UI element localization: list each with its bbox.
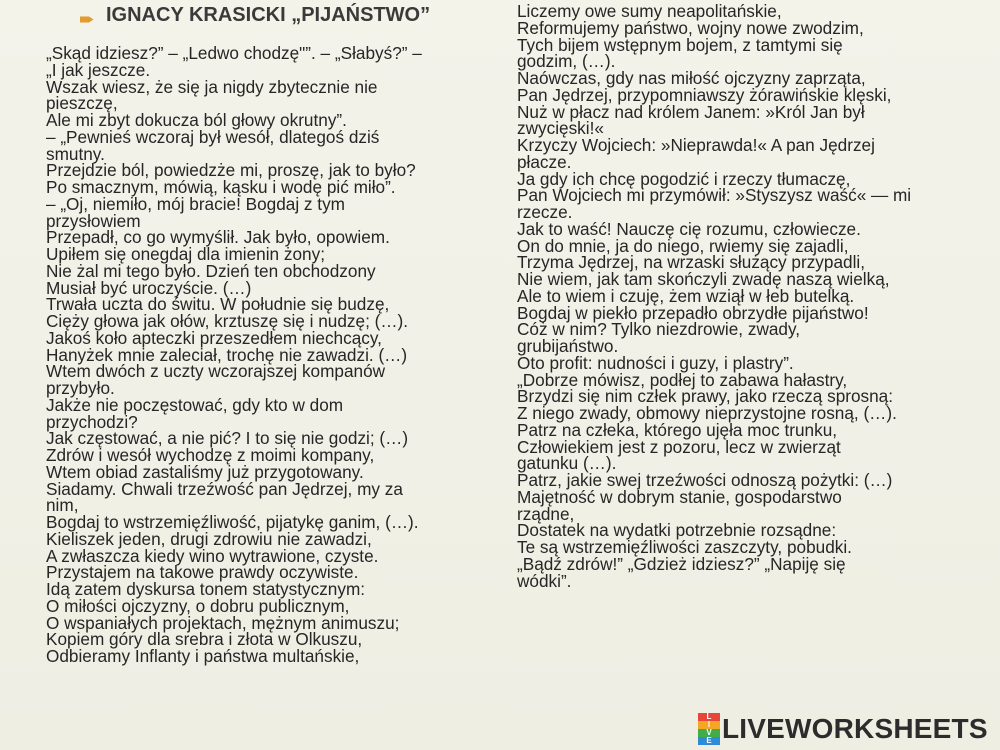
poem-line: Krzyczy Wojciech: »Nieprawda!« A pan Jędrzej [517, 135, 875, 155]
liveworksheets-logo-icon [698, 713, 720, 745]
poem-line: Przejdzie ból, powiedzże mi, proszę, jak to było? [46, 160, 416, 181]
watermark-text: LIVEWORKSHEETS [722, 713, 988, 744]
poem-line: grubijaństwo. [517, 336, 619, 356]
poem-line: Upiłem się onegdaj dla imienin żony; [46, 244, 325, 264]
logo-letter: L [698, 713, 720, 721]
poem-line: Tych bijem wstępnym bojem, z tamtymi się [517, 34, 843, 55]
poem-line: Przystajem na takowe prawdy oczywiste. [46, 562, 359, 583]
poem-line: O miłości ojczyzny, o dobru publicznym, [46, 595, 350, 616]
poem-line: Pan Wojciech mi przymówił: »Styszysz waść« — mi [517, 185, 912, 206]
poem-line: Jakoś koło apteczki przeszedłem niechcący, [46, 327, 382, 348]
poem-line: Naówczas, gdy nas miłość ojczyzny zaprząta, [517, 68, 866, 88]
poem-line: przychodzi? [46, 411, 138, 432]
poem-line: Idą zatem dyskursa tonem statystycznym: [46, 579, 366, 599]
poem-line: rzecze. [517, 202, 573, 222]
poem-line: smutny. [46, 143, 105, 164]
poem-right-column [517, 3, 911, 589]
liveworksheets-watermark [698, 712, 988, 746]
poem-line: Kieliszek jeden, drugi zdrowiu nie zawadzi, [46, 528, 372, 549]
page-title: IGNACY KRASICKI „PIJAŃSTWO” [106, 3, 431, 26]
poem-line: Musiał być uroczyście. (…) [46, 277, 252, 298]
poem-line: A zwłaszcza kiedy wino wytrawione, czyste. [46, 545, 379, 566]
poem-line: O wspaniałych projektach, mężnym animuszu; [46, 612, 400, 633]
poem-line: Oto profit: nudności i guzy, i plastry”. [517, 352, 794, 373]
poem-line: Nie wiem, jak tam skończyli zwadę naszą wielką, [517, 269, 890, 289]
poem-line: Dostatek na wydatki potrzebnie rozsądne: [517, 520, 837, 541]
poem-line: Człowiekiem jest z pozoru, lecz w zwierząt [517, 436, 841, 457]
poem-line: Cięży głowa jak ołów, krztuszę się i nudzę; (…). [46, 311, 409, 331]
poem-line: zwycięski!« [517, 118, 604, 139]
poem-line: Wszak wiesz, że się ja nigdy zbytecznie nie [46, 76, 378, 97]
poem-line: „Skąd idziesz?” – „Ledwo chodzę"”. – „Słabyś?” – [46, 43, 422, 63]
poem-line: – „Oj, niemiło, mój bracie! Bogdaj z tym [46, 193, 345, 214]
poem-line: godzim, (…). [517, 51, 616, 72]
poem-line: Trwała uczta do świtu. W południe się budzę, [46, 294, 390, 315]
arrow-bullet-icon [80, 11, 94, 20]
poem-line: „Dobrze mówisz, podłej to zabawa hałastry, [517, 369, 848, 390]
poem-line: Wtem obiad zastaliśmy już przygotowany. [46, 461, 364, 482]
title-row [80, 3, 430, 27]
poem-line: Kopiem góry dla srebra i złota w Olkuszu, [46, 629, 363, 650]
poem-line: Jak częstować, a nie pić? I to się nie godzi; (…) [46, 428, 409, 449]
poem-line: Jak to waść! Nauczę cię rozumu, człowiecze. [517, 218, 861, 239]
poem-line: Liczemy owe sumy neapolitańskie, [517, 1, 782, 21]
poem-line: Wtem dwóch z uczty wczorajszej kompanów [46, 361, 386, 382]
poem-line: „I jak jeszcze. [46, 59, 151, 80]
poem-line: Przepadł, co go wymyślił. Jak było, opowiem. [46, 227, 390, 248]
poem-line: przysłowiem [46, 210, 141, 231]
poem-line: Ja gdy ich chcę pogodzić i rzeczy tłumaczę, [517, 168, 851, 189]
logo-letter: V [698, 729, 720, 737]
poem-line: nim, [46, 495, 79, 516]
poem-line: Majętność w dobrym stanie, gospodarstwo [517, 486, 842, 507]
poem-line: – „Pewnieś wczoraj był wesół, dlategoś dziś [46, 126, 380, 147]
poem-line: Odbieramy Inflanty i państwa multańskie, [46, 646, 360, 666]
poem-line: Nuż w płacz nad królem Janem: »Król Jan był [517, 101, 865, 122]
logo-letter: I [698, 721, 720, 729]
poem-line: Jakże nie poczęstować, gdy kto w dom [46, 394, 344, 415]
poem-line: „Bądź zdrów!” „Gdzież idziesz?” „Napiję się [517, 553, 846, 574]
poem-line: Z niego zwady, obmowy nieprzystojne rosną, (…). [517, 403, 897, 423]
poem-line: Trzyma Jędrzej, na wrzaski służący przypadli, [517, 252, 865, 273]
poem-line: Zdrów i wesół wychodzę z moimi kompany, [46, 445, 375, 465]
poem-line: On do mnie, ja do niego, rwiemy się zajadli, [517, 235, 849, 256]
poem-line: gatunku (…). [517, 453, 617, 474]
poem-line: Bogdaj w piekło przepadło obrzydłe pijaństwo! [517, 302, 869, 323]
poem-line: płacze. [517, 151, 572, 172]
poem-line: Cóż w nim? Tylko niezdrowie, zwady, [517, 319, 801, 340]
poem-line: Brzydzi się nim człek prawy, jako rzeczą sprosną: [517, 386, 894, 407]
poem-line: pieszczę, [46, 93, 118, 114]
poem-line: przybyło. [46, 378, 115, 398]
poem-line: wódki”. [517, 570, 572, 591]
logo-letter: E [698, 737, 720, 745]
poem-line: Siadamy. Chwali trzeźwość pan Jędrzej, my za [46, 478, 403, 499]
poem-line: Te są wstrzemięźliwości zaszczyty, pobudki. [517, 537, 852, 557]
poem-line: Ale mi zbyt dokucza ból głowy okrutny”. [46, 110, 347, 130]
poem-line: Patrz, jakie swej trzeźwości odnoszą pożytki: (…) [517, 470, 893, 490]
poem-line: Ale to wiem i czuję, żem wziął w łeb butelką. [517, 285, 855, 306]
poem-line: Patrz na człeka, którego ujęła moc trunku, [517, 419, 838, 440]
poem-left-column [46, 45, 422, 665]
poem-line: Pan Jędrzej, przypomniawszy żórawińskie klęski, [517, 84, 892, 105]
poem-line: Bogdaj to wstrzemięźliwość, pijatykę ganim, (…). [46, 512, 419, 532]
poem-line: Hanyżek mnie zaleciał, trochę nie zawadzi. (…) [46, 344, 408, 365]
poem-line: Po smacznym, mówią, kąsku i wodę pić miło”. [46, 177, 396, 197]
poem-line: Reformujemy państwo, wojny nowe zwodzim, [517, 17, 864, 38]
poem-line: rządne, [517, 503, 575, 524]
poem-line: Nie żal mi tego było. Dzień ten obchodzony [46, 260, 376, 281]
